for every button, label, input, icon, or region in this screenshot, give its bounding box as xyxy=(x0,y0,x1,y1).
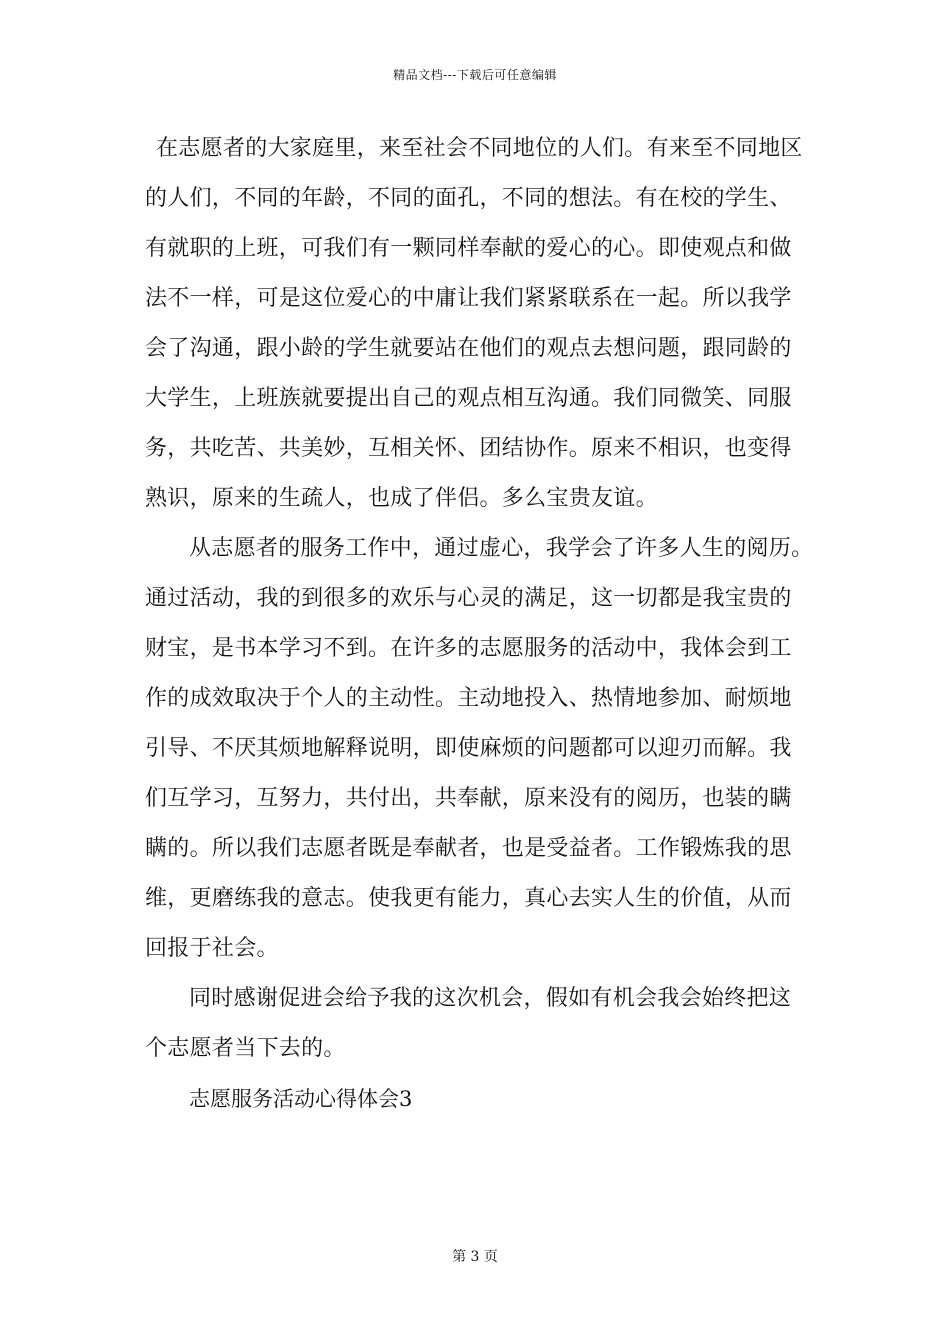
paragraph-line: 大学生，上班族就要提出自己的观点相互沟通。我们同微笑、同服 xyxy=(145,386,792,411)
paragraph-line: 们互学习，互努力，共付出，共奉献，原来没有的阅历，也装的瞒 xyxy=(145,786,792,811)
paragraph-line: 同时感谢促进会给予我的这次机会，假如有机会我会始终把这 xyxy=(189,986,792,1011)
paragraph-line: 务，共吃苦、共美妙，互相关怀、团结协作。原来不相识，也变得 xyxy=(145,436,792,461)
page-header: 精品文档---下载后可任意编辑 xyxy=(393,68,557,82)
paragraph-line: 引导、不厌其烦地解释说明，即使麻烦的问题都可以迎刃而解。我 xyxy=(145,736,792,761)
paragraph-2 xyxy=(145,524,815,974)
paragraph-line: 法不一样，可是这位爱心的中庸让我们紧紧联系在一起。所以我学 xyxy=(145,286,792,311)
paragraph-line: 熟识，原来的生疏人，也成了伴侣。多么宝贵友谊。 xyxy=(145,486,658,511)
paragraph-line: 通过活动，我的到很多的欢乐与心灵的满足，这一切都是我宝贵的 xyxy=(145,586,792,611)
paragraph-line: 有就职的上班，可我们有一颗同样奉献的爱心的心。即使观点和做 xyxy=(145,236,792,261)
paragraph-line: 维，更磨练我的意志。使我更有能力，真心去实人生的价值，从而 xyxy=(145,886,792,911)
paragraph-1 xyxy=(145,124,815,524)
section-title: 志愿服务活动心得体会3 xyxy=(189,1087,413,1111)
paragraph-line: 财宝，是书本学习不到。在许多的志愿服务的活动中，我体会到工 xyxy=(145,636,792,661)
paragraph-line: 瞒的。所以我们志愿者既是奉献者，也是受益者。工作锻炼我的思 xyxy=(145,836,792,861)
paragraph-line: 个志愿者当下去的。 xyxy=(145,1036,346,1061)
paragraph-line: 在志愿者的大家庭里，来至社会不同地位的人们。有来至不同地区 xyxy=(156,136,803,161)
paragraph-line: 的人们，不同的年龄，不同的面孔，不同的想法。有在校的学生、 xyxy=(145,186,792,211)
document-body xyxy=(145,124,815,1124)
page-number: 第 3 页 xyxy=(452,1249,498,1265)
paragraph-line: 回报于社会。 xyxy=(145,936,279,961)
paragraph-3 xyxy=(145,974,815,1074)
paragraph-line: 会了沟通，跟小龄的学生就要站在他们的观点去想问题，跟同龄的 xyxy=(145,336,792,361)
paragraph-line: 从志愿者的服务工作中，通过虚心，我学会了许多人生的阅历。 xyxy=(189,536,814,561)
paragraph-line: 作的成效取决于个人的主动性。主动地投入、热情地参加、耐烦地 xyxy=(145,686,792,711)
